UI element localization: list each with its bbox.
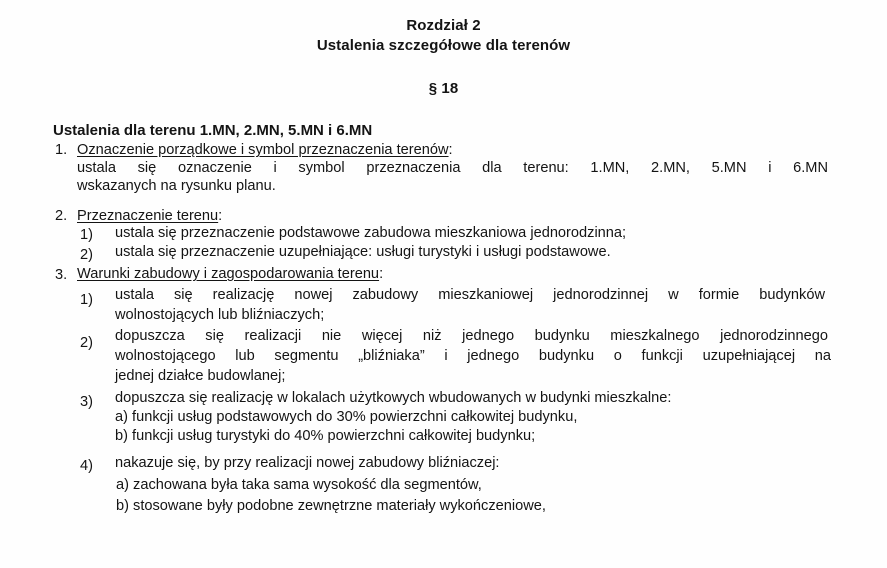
item-3-point-1-line2: wolnostojących lub bliźniaczych; [115,307,325,323]
item-3-point-3-sub-b: b) funkcji usług turystyki do 40% powierzchni całkowitej budynku; [115,428,536,444]
item-2-heading [77,207,222,225]
item-2-point-2-number: 2) [80,247,93,263]
item-3-point-3-number: 3) [80,394,93,410]
item-3-point-2-line3: jednej działce budowlanej; [115,368,286,384]
item-2-point-2-text: ustala się przeznaczenie uzupełniające: usługi turystyki i usługi podstawowe. [115,244,611,260]
chapter-number: Rozdział 2 [406,17,481,34]
item-2-point-1-number: 1) [80,227,93,243]
item-2-point-1-text: ustala się przeznaczenie podstawowe zabudowa mieszkaniowa jednorodzinna; [115,225,627,241]
item-1-heading-text: Oznaczenie porządkowe i symbol przeznaczenia terenów [77,142,449,158]
item-1-heading [77,141,453,159]
item-2-heading-colon: : [218,208,223,224]
item-3-point-2-line1: dopuszcza się realizacji nie więcej niż jednego budynku mieszkalnego jednorodzinnego [115,328,828,344]
item-1-text-line2: wskazanych na rysunku planu. [77,178,276,194]
item-3-point-4-sub-b: b) stosowane były podobne zewnętrzne materiały wykończeniowe, [116,498,546,514]
item-1-text-line1: ustala się oznaczenie i symbol przeznaczenia dla terenu: 1.MN, 2.MN, 5.MN i 6.MN [77,160,828,176]
item-2-number: 2. [55,208,68,224]
item-3-number: 3. [55,267,68,283]
item-3-point-3-sub-a: a) funkcji usług podstawowych do 30% powierzchni całkowitej budynku, [115,409,578,425]
item-3-point-1-number: 1) [80,292,93,308]
item-1-number: 1. [55,142,68,158]
item-3-point-4-line1: nakazuje się, by przy realizacji nowej zabudowy bliźniaczej: [115,455,500,471]
item-3-point-1-line1: ustala się realizację nowej zabudowy mieszkaniowej jednorodzinnej w formie budynków [115,287,825,303]
item-3-point-2-number: 2) [80,335,93,351]
section-title: Ustalenia dla terenu 1.MN, 2.MN, 5.MN i 6.MN [53,122,373,139]
item-3-point-2-line2: wolnostojącego lub segmentu „bliźniaka” i jednego budynku o funkcji uzupełniającej na [115,348,831,364]
item-3-point-4-number: 4) [80,458,93,474]
item-3-point-3-line1: dopuszcza się realizację w lokalach użytkowych wbudowanych w budynki mieszkalne: [115,390,672,406]
item-1-heading-colon: : [448,142,453,158]
item-2-heading-text: Przeznaczenie terenu [77,208,219,224]
paragraph-number: § 18 [428,80,459,97]
item-3-heading [77,265,383,283]
item-3-heading-text: Warunki zabudowy i zagospodarowania terenu [77,266,380,282]
chapter-title: Ustalenia szczegółowe dla terenów [316,37,571,54]
item-3-heading-colon: : [379,266,384,282]
item-3-point-4-sub-a: a) zachowana była taka sama wysokość dla segmentów, [116,477,482,493]
